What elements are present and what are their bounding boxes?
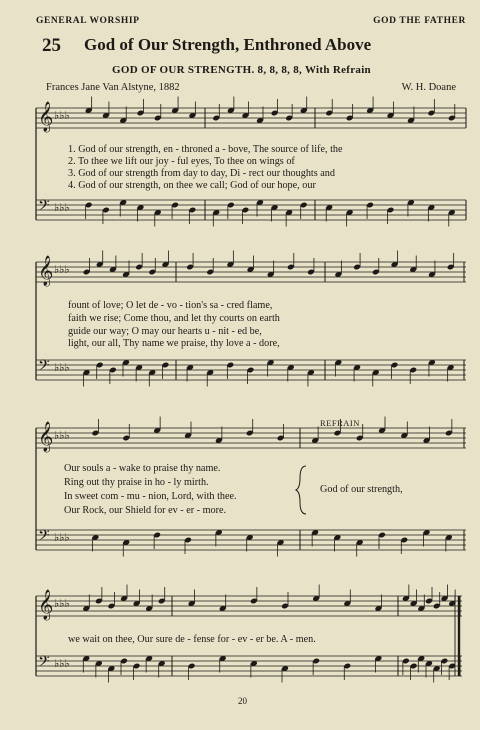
system-2-verse-2: faith we rise; Come thou, and let thy courts on earth (68, 313, 280, 324)
system-1-verse-2: 2. To thee we lift our joy - ful eyes, To thee on wings of (68, 156, 295, 167)
svg-text:♭♭♭: ♭♭♭ (54, 201, 70, 214)
refrain-label: REFRAIN (320, 418, 360, 428)
system-2-verse-4: light, our all, Thy name we praise, thy love a - dore, (68, 338, 280, 349)
svg-text:♭♭♭: ♭♭♭ (54, 109, 70, 122)
svg-text:𝄢: 𝄢 (38, 653, 50, 674)
system-3-verse-4: Our Rock, our Shield for ev - er - more. (64, 505, 227, 516)
hymn-number: 25 (42, 35, 61, 56)
svg-text:♭♭♭: ♭♭♭ (54, 361, 70, 374)
svg-text:𝄞: 𝄞 (38, 102, 54, 132)
system-2-verse-1: fount of love; O let de - vo - tion's sa - cred flame, (68, 300, 273, 311)
svg-text:𝄢: 𝄢 (38, 197, 50, 218)
svg-text:♭♭♭: ♭♭♭ (54, 263, 70, 276)
svg-text:♭♭♭: ♭♭♭ (54, 597, 70, 610)
system-4-lyrics: we wait on thee, Our sure de - fense for - ev - er be. A - men. (68, 634, 316, 645)
system-3-verse-1: Our souls a - wake to praise thy name. (64, 463, 221, 474)
system-1-verse-1: 1. God of our strength, en - throned a - bove, The source of life, the (68, 144, 343, 155)
svg-text:𝄞: 𝄞 (38, 422, 54, 452)
system-3-verse-3: In sweet com - mu - nion, Lord, with thee. (64, 491, 237, 502)
section-label-right: GOD THE FATHER (373, 16, 466, 26)
tune-line: GOD OF OUR STRENGTH. 8, 8, 8, 8, With Refrain (112, 64, 371, 76)
refrain-text: God of our strength, (320, 484, 403, 495)
system-1-verse-3: 3. God of our strength from day to day, Di - rect our thoughts and (68, 168, 335, 179)
composer-credit: W. H. Doane (401, 82, 456, 93)
system-3-verse-2: Ring out thy praise in ho - ly mirth. (64, 477, 209, 488)
svg-text:♭♭♭: ♭♭♭ (54, 657, 70, 670)
hymn-title: God of Our Strength, Enthroned Above (84, 35, 372, 54)
svg-text:𝄢: 𝄢 (38, 527, 50, 548)
svg-text:𝄞: 𝄞 (38, 590, 54, 620)
svg-text:𝄢: 𝄢 (38, 357, 50, 378)
page-number: 20 (238, 696, 247, 706)
section-label-left: GENERAL WORSHIP (36, 16, 140, 26)
svg-text:♭♭♭: ♭♭♭ (54, 429, 70, 442)
svg-text:♭♭♭: ♭♭♭ (54, 531, 70, 544)
author-credit: Frances Jane Van Alstyne, 1882 (46, 82, 180, 93)
system-1-verse-4: 4. God of our strength, on thee we call; God of our hope, our (68, 180, 316, 191)
system-2-verse-3: guide our way; O may our hearts u - nit - ed be, (68, 326, 262, 337)
svg-text:𝄞: 𝄞 (38, 256, 54, 286)
